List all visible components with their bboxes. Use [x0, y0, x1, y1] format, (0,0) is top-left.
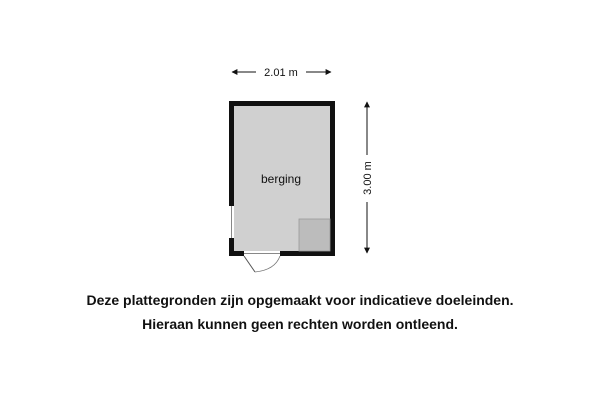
- door-swing-arc: [255, 256, 280, 272]
- disclaimer-line-1: Deze plattegronden zijn opgemaakt voor indicatieve doeleinden.: [86, 292, 514, 308]
- door-leaf: [244, 256, 255, 272]
- corner-cabinet: [299, 219, 330, 251]
- height-dimension-label: 3.00 m: [362, 161, 374, 195]
- width-dimension: [232, 67, 331, 79]
- room-label: berging: [260, 172, 302, 186]
- height-dimension: [362, 102, 374, 253]
- width-dimension-label: 2.01 m: [264, 67, 298, 79]
- disclaimer-line-2: Hieraan kunnen geen rechten worden ontleend.: [142, 316, 458, 332]
- room-storage: [229, 101, 335, 272]
